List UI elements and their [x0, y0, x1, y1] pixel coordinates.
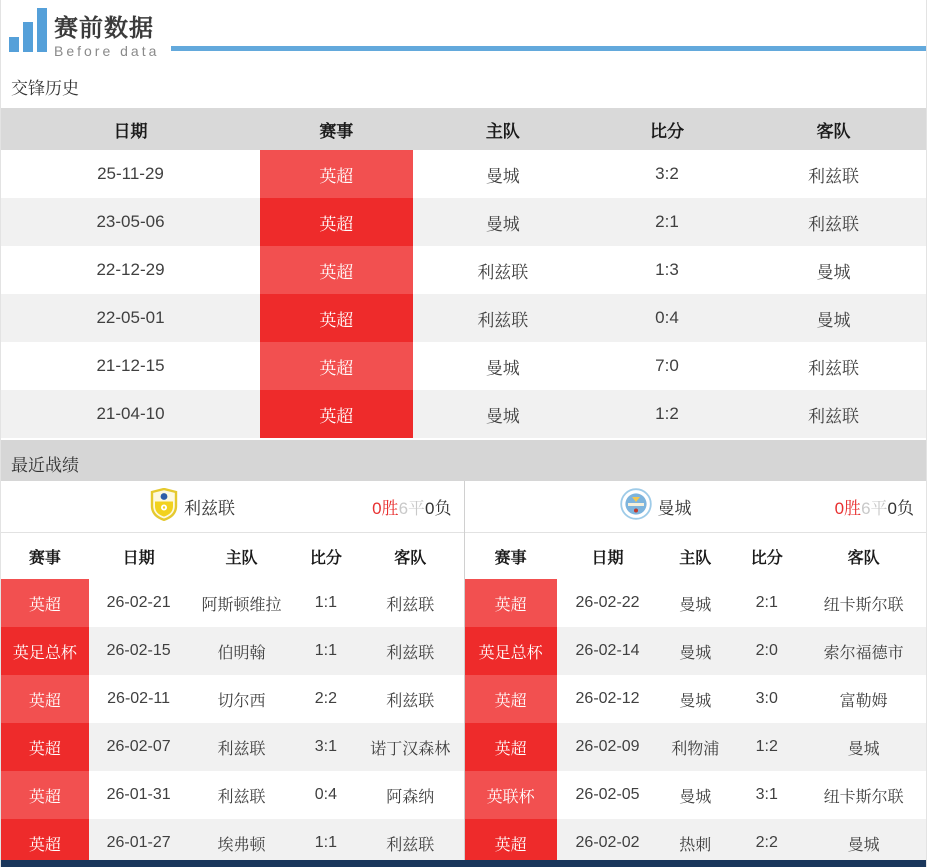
date-cell: 26-01-27 [106, 834, 171, 851]
leeds-badge-icon [150, 488, 178, 526]
away-team-cell: 利兹联 [808, 166, 859, 186]
league-cell: 英足总杯 [465, 627, 557, 675]
league-cell: 英超 [260, 246, 413, 294]
score-cell: 1:2 [655, 404, 679, 423]
recent-table-mancity [465, 533, 927, 867]
recent-header-row [1, 533, 464, 579]
home-team-cell: 利兹联 [477, 310, 529, 330]
league-cell: 英超 [1, 723, 89, 771]
league-cell: 英超 [465, 723, 557, 771]
record-draws: 6平 [398, 499, 426, 518]
date-cell: 21-12-15 [96, 356, 165, 375]
home-team-cell: 曼城 [485, 214, 520, 234]
bottom-navy-bar [1, 860, 926, 867]
away-team-cell: 利兹联 [808, 358, 859, 378]
score-cell: 1:1 [314, 642, 338, 659]
away-team-cell: 富勒姆 [839, 692, 888, 710]
score-cell: 2:1 [655, 212, 679, 231]
date-cell: 22-05-01 [96, 308, 165, 327]
score-cell: 3:0 [755, 690, 778, 707]
score-cell: 2:2 [755, 834, 778, 851]
record-losses: 0负 [887, 499, 914, 518]
recent-row [1, 627, 464, 675]
score-cell: 2:0 [755, 642, 778, 659]
league-cell: 英超 [465, 819, 557, 867]
h2h-table [1, 108, 926, 438]
league-cell: 英超 [260, 294, 413, 342]
away-team-cell: 曼城 [847, 836, 880, 854]
away-team-cell: 纽卡斯尔联 [823, 788, 904, 806]
recent-panel-leeds [1, 481, 464, 867]
team-identity [477, 488, 835, 525]
record-losses: 0负 [425, 499, 452, 518]
recent-row [465, 771, 927, 819]
score-cell: 1:1 [314, 834, 338, 851]
home-team-cell: 曼城 [485, 406, 520, 426]
team-header [1, 481, 464, 533]
recent-section-title: 最近战绩 [1, 440, 926, 481]
h2h-row [1, 390, 926, 438]
recent-row [465, 723, 927, 771]
date-cell: 26-02-02 [575, 834, 640, 851]
league-cell: 英超 [1, 819, 89, 867]
away-team-cell: 阿森纳 [386, 788, 435, 806]
column-header: 比分 [309, 549, 342, 567]
record-draws: 6平 [861, 499, 888, 518]
score-cell: 7:0 [655, 356, 679, 375]
logo-subtitle: Before data [54, 43, 160, 59]
recent-row [465, 579, 927, 627]
home-team-cell: 曼城 [679, 644, 712, 662]
column-header: 比分 [650, 121, 684, 141]
score-cell: 1:2 [755, 738, 778, 755]
team-name: 曼城 [657, 499, 692, 518]
away-team-cell: 曼城 [816, 262, 851, 282]
score-cell: 0:4 [314, 786, 338, 803]
league-cell: 英超 [1, 675, 89, 723]
away-team-cell: 利兹联 [808, 214, 859, 234]
home-team-cell: 曼城 [485, 166, 520, 186]
away-team-cell: 索尔福德市 [823, 644, 904, 662]
league-cell: 英超 [260, 342, 413, 390]
column-header: 日期 [122, 549, 155, 567]
column-header: 主队 [679, 549, 712, 567]
home-team-cell: 利兹联 [477, 262, 529, 282]
date-cell: 26-02-21 [106, 594, 171, 611]
recent-row [1, 675, 464, 723]
date-cell: 26-02-09 [575, 738, 640, 755]
away-team-cell: 利兹联 [386, 836, 435, 854]
away-team-cell: 利兹联 [386, 692, 435, 710]
h2h-row [1, 246, 926, 294]
team-record [372, 494, 451, 519]
league-cell: 英超 [465, 675, 557, 723]
column-header: 客队 [394, 549, 427, 567]
date-cell: 26-02-05 [575, 786, 640, 803]
team-header [465, 481, 927, 533]
league-cell: 英联杯 [465, 771, 557, 819]
column-header: 主队 [485, 121, 520, 141]
score-cell: 3:2 [655, 164, 679, 183]
home-team-cell: 热刺 [679, 836, 712, 854]
home-team-cell: 利兹联 [217, 788, 266, 806]
home-team-cell: 切尔西 [217, 692, 266, 710]
recent-table-leeds [1, 533, 464, 867]
score-cell: 2:2 [314, 690, 338, 707]
header-accent-line [171, 46, 926, 51]
date-cell: 25-11-29 [97, 164, 164, 183]
column-header: 赛事 [28, 549, 61, 567]
home-team-cell: 曼城 [679, 692, 712, 710]
away-team-cell: 利兹联 [386, 644, 435, 662]
league-cell: 英足总杯 [1, 627, 89, 675]
column-header: 主队 [225, 549, 258, 567]
logo-title: 赛前数据 [54, 15, 154, 42]
home-team-cell: 曼城 [485, 358, 520, 378]
h2h-section-title: 交锋历史 [11, 79, 79, 98]
column-header: 赛事 [494, 549, 527, 567]
league-cell: 英超 [465, 579, 557, 627]
league-cell: 英超 [1, 771, 89, 819]
date-cell: 26-02-14 [575, 642, 640, 659]
date-cell: 26-02-07 [106, 738, 171, 755]
bar-chart-icon [7, 7, 49, 58]
team-name: 利兹联 [184, 499, 236, 518]
score-cell: 3:1 [755, 786, 778, 803]
recent-row [1, 579, 464, 627]
h2h-row [1, 294, 926, 342]
home-team-cell: 伯明翰 [217, 644, 266, 662]
home-team-cell: 曼城 [679, 788, 712, 806]
site-logo [7, 7, 159, 58]
recent-row [465, 675, 927, 723]
team-identity [13, 488, 372, 526]
column-header: 客队 [816, 121, 851, 141]
column-header: 比分 [750, 549, 783, 567]
date-cell: 26-02-15 [106, 642, 171, 659]
mancity-badge-icon [620, 488, 652, 525]
date-cell: 26-02-22 [575, 594, 640, 611]
recent-row [465, 627, 927, 675]
away-team-cell: 诺丁汉森林 [370, 740, 451, 758]
column-header: 日期 [113, 121, 148, 141]
h2h-row [1, 342, 926, 390]
date-cell: 22-12-29 [96, 260, 165, 279]
recent-results [1, 481, 926, 867]
recent-row [1, 771, 464, 819]
date-cell: 26-02-11 [107, 690, 171, 707]
date-cell: 26-02-12 [575, 690, 640, 707]
score-cell: 1:1 [314, 594, 338, 611]
score-cell: 2:1 [755, 594, 778, 611]
h2h-row [1, 150, 926, 198]
score-cell: 3:1 [314, 738, 338, 755]
record-wins: 0胜 [834, 499, 862, 518]
column-header: 客队 [847, 549, 880, 567]
recent-header-row [465, 533, 927, 579]
score-cell: 1:3 [655, 260, 679, 279]
recent-row [1, 723, 464, 771]
recent-panel-mancity [464, 481, 927, 867]
column-header: 赛事 [319, 121, 354, 141]
league-cell: 英超 [260, 150, 413, 198]
away-team-cell: 利兹联 [386, 596, 435, 614]
home-team-cell: 埃弗顿 [217, 836, 266, 854]
away-team-cell: 曼城 [816, 310, 851, 330]
home-team-cell: 曼城 [679, 596, 712, 614]
site-header [1, 0, 926, 60]
home-team-cell: 利物浦 [671, 740, 720, 758]
column-header: 日期 [591, 549, 624, 567]
date-cell: 23-05-06 [96, 212, 165, 231]
league-cell: 英超 [1, 579, 89, 627]
team-record [835, 494, 914, 519]
date-cell: 26-01-31 [106, 786, 171, 803]
away-team-cell: 曼城 [847, 740, 880, 758]
date-cell: 21-04-10 [96, 404, 165, 423]
record-wins: 0胜 [372, 499, 399, 518]
h2h-row [1, 198, 926, 246]
score-cell: 0:4 [655, 308, 679, 327]
league-cell: 英超 [260, 198, 413, 246]
home-team-cell: 利兹联 [217, 740, 266, 758]
home-team-cell: 阿斯顿维拉 [201, 596, 282, 614]
logo-text [54, 17, 159, 58]
h2h-header-row [1, 108, 926, 150]
away-team-cell: 纽卡斯尔联 [823, 596, 904, 614]
league-cell: 英超 [260, 390, 413, 438]
away-team-cell: 利兹联 [808, 406, 859, 426]
